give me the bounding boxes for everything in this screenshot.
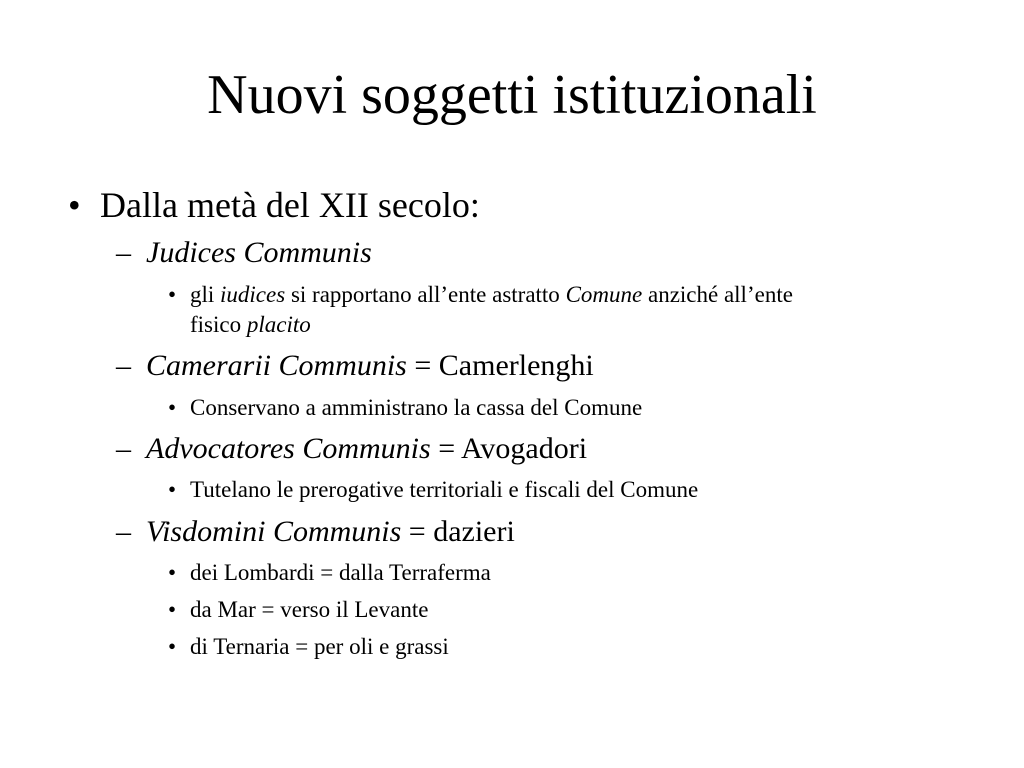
bullet-icon: •	[168, 560, 177, 585]
section-heading-text	[146, 430, 587, 468]
section-name: Judices Communis	[146, 236, 372, 269]
section-suffix: = dazieri	[401, 515, 515, 548]
dash-icon: –	[116, 432, 131, 465]
section-heading-text	[146, 347, 594, 385]
slide-title: Nuovi soggetti istituzionali	[207, 64, 817, 126]
item-text-part: gli	[190, 282, 221, 307]
item-text-italic: placito	[246, 312, 311, 337]
section-heading-text	[146, 234, 372, 272]
dash-icon: –	[116, 236, 131, 269]
item-text: Tutelano le prerogative territoriali e fiscali del Comune	[190, 477, 699, 502]
item-text-part: fisico	[190, 312, 247, 337]
item-text-part: si rapportano all’ente astratto	[285, 282, 566, 307]
item-text: da Mar = verso il Levante	[190, 597, 429, 622]
bullet-icon: •	[168, 395, 177, 420]
item-text-part: anziché all’ente	[642, 282, 793, 307]
section-heading-text	[146, 513, 515, 551]
intro-text: Dalla metà del XII secolo:	[100, 185, 480, 225]
section-suffix: = Camerlenghi	[406, 349, 594, 382]
section-name: Camerarii Communis	[146, 349, 407, 382]
section-name: Visdomini Communis	[146, 515, 402, 548]
bullet-icon: •	[168, 597, 177, 622]
item-text: Conservano a amministrano la cassa del Comune	[190, 395, 643, 420]
section-suffix: = Avogadori	[430, 432, 588, 465]
dash-icon: –	[116, 515, 131, 548]
bullet-icon: •	[168, 634, 177, 659]
item-text: dei Lombardi = dalla Terraferma	[190, 560, 491, 585]
bullet-icon: •	[68, 185, 81, 225]
item-text-italic: Comune	[565, 282, 643, 307]
dash-icon: –	[116, 349, 131, 382]
bullet-icon: •	[168, 282, 177, 307]
bullet-icon: •	[168, 477, 177, 502]
section-name: Advocatores Communis	[146, 432, 431, 465]
item-text-italic: iudices	[220, 282, 286, 307]
item-text: di Ternaria = per oli e grassi	[190, 634, 449, 659]
section-item-continuation	[190, 310, 311, 340]
item-text	[190, 280, 793, 310]
